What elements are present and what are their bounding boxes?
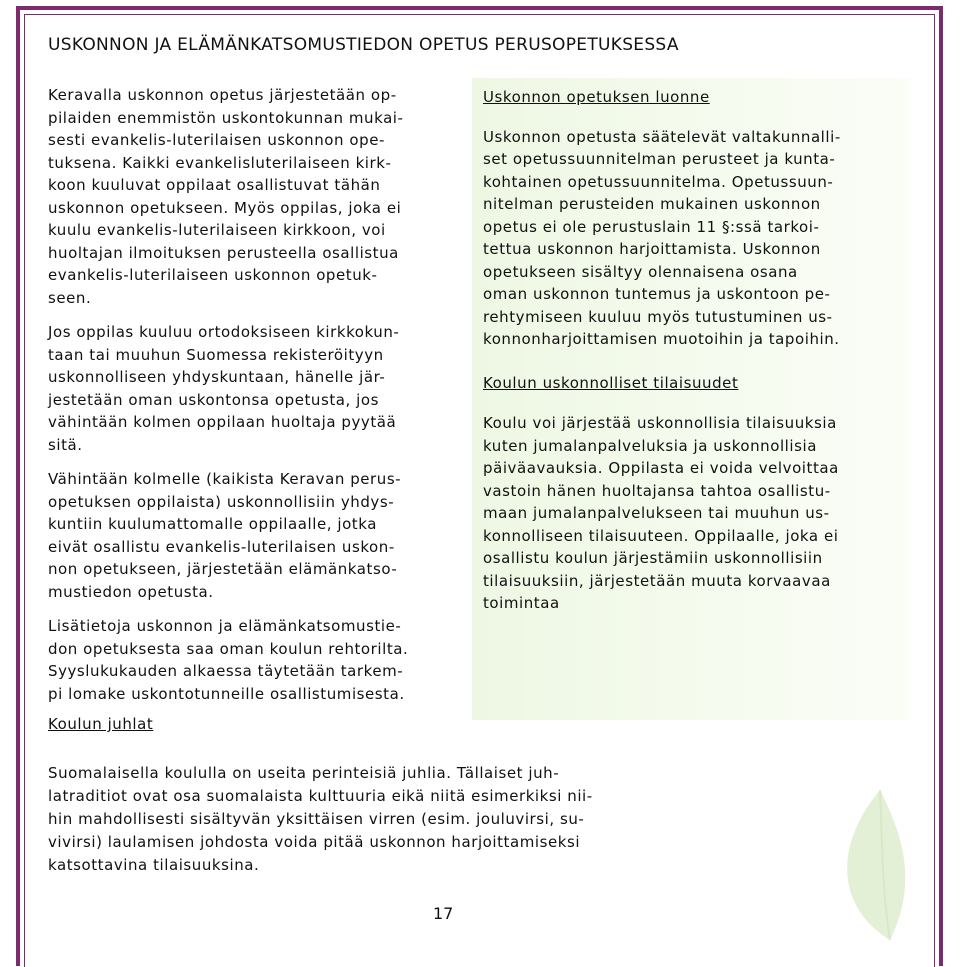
- paragraph-religious-events: Koulu voi järjestää uskonnollisia tilaisuuksia kuten jumalanpalveluksia ja uskonnollisia päiväavauksia. Oppilasta ei voida velvoittaa vastoin hänen huoltajansa tahtoa osallistu- maan jumalanpalvelukseen tai muuhun us- konnolliseen tilaisuuteen. Oppilaalle, joka ei osallistu koulun järjestämiin uskonnollisiin tilaisuuksiin, järjestetään muuta korvaavaa toimintaa: [483, 414, 839, 612]
- paragraph-evangelical-lutheran: Keravalla uskonnon opetus järjestetään op- pilaiden enemmistön uskontokunnan mukai- sesti evankelis-luterilaisen uskonnon ope- tuksena. Kaikki evankelisluterilaiseen kirk- koon kuuluvat oppilaat osallistuvat tähän uskonnon opetukseen. Myös oppilas, joka ei kuulu evankelis-luterilaiseen kirkkoon, voi huoltajan ilmoituksen perusteella osallistua evankelis-luterilaiseen uskonnon opetuk- seen.: [48, 86, 404, 307]
- page-number: 17: [433, 904, 454, 923]
- right-column: [483, 86, 883, 615]
- paragraph-more-info: Lisätietoja uskonnon ja elämänkatsomustie- don opetuksesta saa oman koulun rehtorilta. Syyslukukauden alkaessa täytetään tarkem- pi lomake uskontotunneille osallistumisesta.: [48, 617, 409, 703]
- page-title: USKONNON JA ELÄMÄNKATSOMUSTIEDON OPETUS PERUSOPETUKSESSA: [48, 35, 679, 55]
- paragraph-ethics: Vähintään kolmelle (kaikista Keravan perus- opetuksen oppilaista) uskonnollisiin yhdys- kuntiin kuulumattomalle oppilaalle, jotka eivät osallistu evankelis-luterilaisen uskon- non opetukseen, järjestetään elämänkatso- mustiedon opetusta.: [48, 470, 402, 601]
- leaf-decoration-icon: [820, 770, 930, 950]
- paragraph-nature-of-teaching: Uskonnon opetusta säätelevät valtakunnalli- set opetussuunnitelman perusteet ja kunta- kohtainen opetussuunnitelma. Opetussuun- nitelman perusteiden mukainen uskonnon opetus ei ole perustuslain 11 §:ssä tarkoi- tettua uskonnon harjoittamista. Uskonnon opetukseen sisältyy olennaisena osana oman uskonnon tuntemus ja uskontoon pe- rehtymiseen kuuluu myös tutustuminen us- konnonharjoittamisen muotoihin ja tapoihin.: [483, 127, 841, 348]
- heading-nature-of-teaching: Uskonnon opetuksen luonne: [483, 88, 710, 106]
- left-column: [48, 84, 443, 705]
- school-celebrations-section: [48, 713, 648, 877]
- paragraph-orthodox-other: Jos oppilas kuuluu ortodoksiseen kirkkokun- taan tai muuhun Suomessa rekisteröityyn uskonnolliseen yhdyskuntaan, hänelle jär- jestetään oman uskontonsa opetusta, jos vähintään kolmen oppilaan huoltaja pyytää sitä.: [48, 323, 400, 454]
- heading-school-celebrations: Koulun juhlat: [48, 715, 154, 733]
- heading-religious-events: Koulun uskonnolliset tilaisuudet: [483, 373, 739, 392]
- paragraph-school-celebrations: Suomalaisella koululla on useita perinteisiä juhlia. Tällaiset juh- latraditiot ovat osa suomalaista kulttuuria eikä niitä esimerkiksi nii- hin mahdollisesti sisältyvän yksittäisen virren (esim. jouluvirsi, su- vivirsi) laulamisen johdosta voida pitää uskonnon harjoittamiseksi katsottavina tilaisuuksina.: [48, 764, 593, 874]
